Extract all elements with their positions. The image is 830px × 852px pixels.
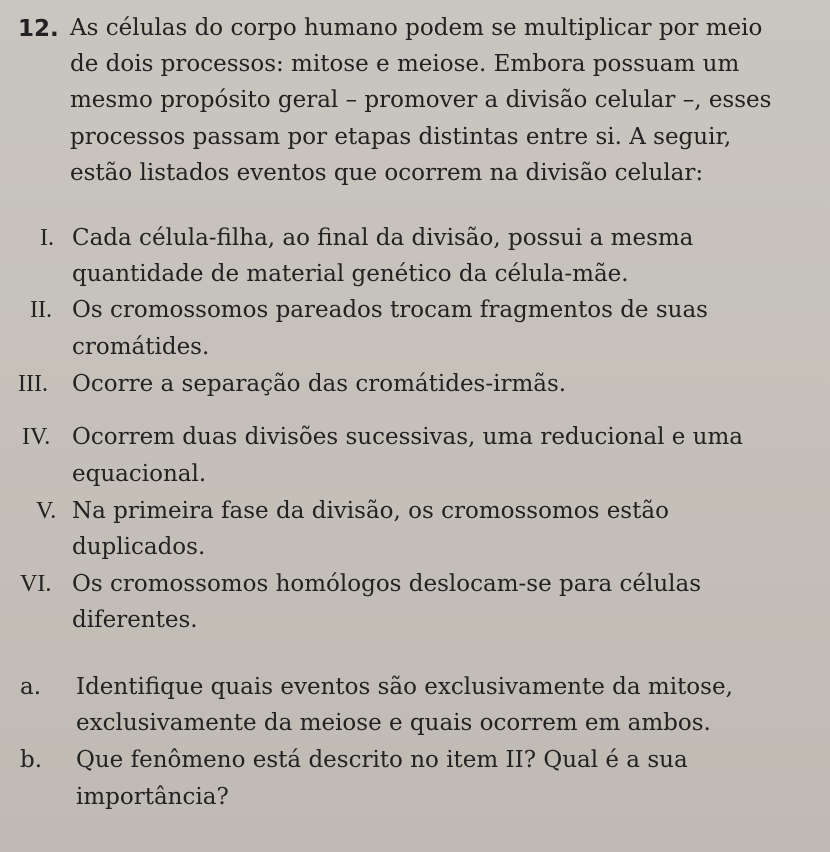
item-marker-i: I.: [40, 225, 54, 251]
item-vi-line-2: diferentes.: [72, 607, 198, 633]
item-iv-line-1: Ocorrem duas divisões sucessivas, uma reducional e uma: [72, 424, 743, 450]
item-marker-iv: IV.: [22, 424, 51, 450]
subquestion-b-line-2: importância?: [76, 784, 229, 810]
intro-line-5: estão listados eventos que ocorrem na divisão celular:: [70, 160, 704, 186]
item-marker-v: V.: [36, 498, 57, 524]
item-v-line-2: duplicados.: [72, 534, 206, 560]
subquestion-b-line-1: Que fenômeno está descrito no item II? Qual é a sua: [76, 747, 688, 773]
subquestion-a-line-1: Identifique quais eventos são exclusivamente da mitose,: [76, 674, 733, 700]
subquestion-a-line-2: exclusivamente da meiose e quais ocorrem em ambos.: [76, 710, 711, 736]
question-number: 12.: [18, 16, 59, 42]
item-marker-ii: II.: [30, 297, 52, 323]
item-marker-vi: VI.: [20, 571, 52, 597]
item-ii-line-2: cromátides.: [72, 334, 210, 360]
subquestion-letter-b: b.: [20, 747, 43, 773]
item-i-line-1: Cada célula-filha, ao final da divisão, possui a mesma: [72, 225, 694, 251]
intro-line-4: processos passam por etapas distintas entre si. A seguir,: [70, 124, 732, 150]
item-iii-line-1: Ocorre a separação das cromátides-irmãs.: [72, 371, 567, 397]
item-iv-line-2: equacional.: [72, 461, 207, 487]
item-i-line-2: quantidade de material genético da célula-mãe.: [72, 261, 629, 287]
item-ii-line-1: Os cromossomos pareados trocam fragmentos de suas: [72, 297, 708, 323]
item-vi-line-1: Os cromossomos homólogos deslocam-se para células: [72, 571, 702, 597]
item-v-line-1: Na primeira fase da divisão, os cromossomos estão: [72, 498, 669, 524]
subquestion-letter-a: a.: [20, 674, 42, 700]
item-marker-iii: III.: [18, 371, 48, 397]
intro-line-1: As células do corpo humano podem se multiplicar por meio: [70, 15, 763, 41]
intro-line-2: de dois processos: mitose e meiose. Embora possuam um: [70, 51, 740, 77]
intro-line-3: mesmo propósito geral – promover a divisão celular –, esses: [70, 87, 772, 113]
